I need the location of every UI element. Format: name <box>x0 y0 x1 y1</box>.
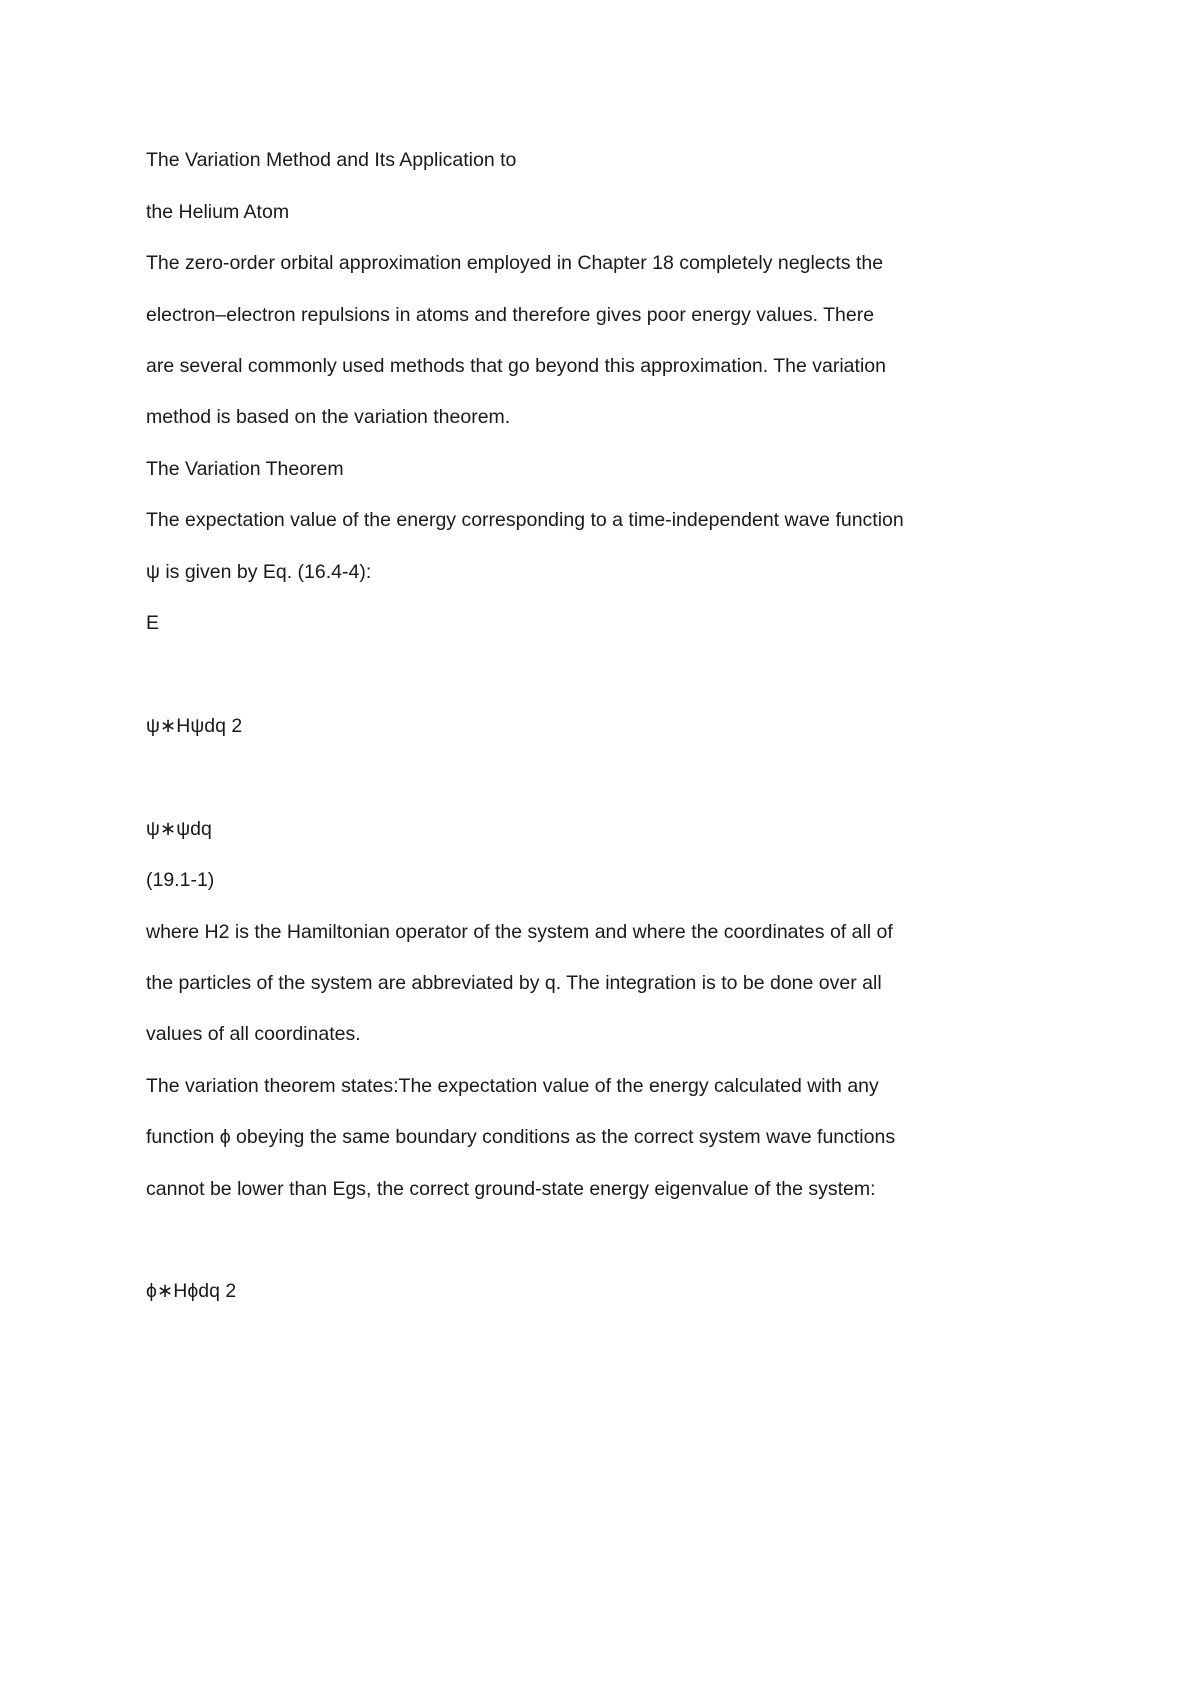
body-text-line: cannot be lower than Egs, the correct ground-state energy eigenvalue of the system: <box>146 1178 876 1200</box>
body-text-line: method is based on the variation theorem. <box>146 406 511 428</box>
body-text-line: are several commonly used methods that go beyond this approximation. The variation <box>146 355 886 377</box>
body-text-line: where H2 is the Hamiltonian operator of the system and where the coordinates of all of <box>146 921 893 943</box>
body-text-line: The variation theorem states:The expectation value of the energy calculated with any <box>146 1075 879 1097</box>
document-title-line-2: the Helium Atom <box>146 201 290 223</box>
section-heading: The Variation Theorem <box>146 458 344 480</box>
equation-numerator: ψ∗Hψdq 2 <box>146 715 243 737</box>
equation-lhs: E <box>146 612 160 634</box>
equation-number: (19.1-1) <box>146 869 215 891</box>
body-text-line: the particles of the system are abbreviated by q. The integration is to be done over all <box>146 972 882 994</box>
body-text-line: values of all coordinates. <box>146 1023 361 1045</box>
equation-numerator: ϕ∗Hϕdq 2 <box>146 1280 237 1302</box>
document-title-line-1: The Variation Method and Its Application to <box>146 149 517 171</box>
body-text-line: ψ is given by Eq. (16.4-4): <box>146 561 372 583</box>
body-text-line: The expectation value of the energy corresponding to a time-independent wave function <box>146 509 904 531</box>
body-text-line: electron–electron repulsions in atoms and therefore gives poor energy values. There <box>146 304 875 326</box>
equation-denominator: ψ∗ψdq <box>146 818 212 840</box>
body-text-line: The zero-order orbital approximation employed in Chapter 18 completely neglects the <box>146 252 884 274</box>
body-text-line: function ϕ obeying the same boundary conditions as the correct system wave functions <box>146 1126 896 1148</box>
